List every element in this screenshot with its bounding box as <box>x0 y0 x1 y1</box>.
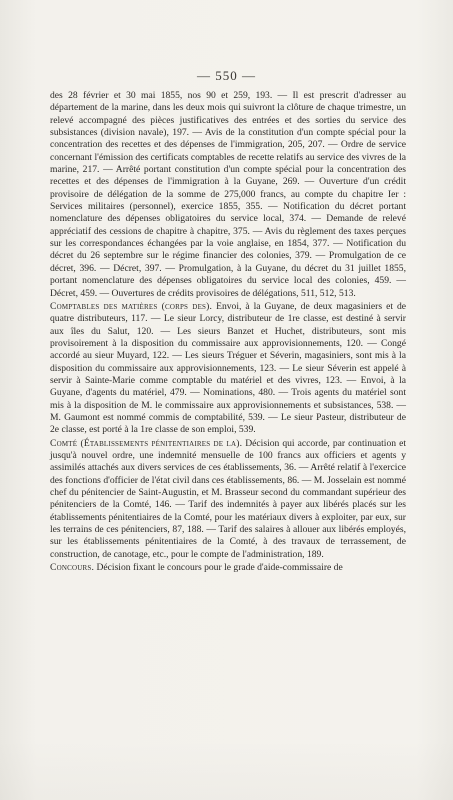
index-entry-comptables <box>50 301 406 437</box>
index-text-body <box>50 90 406 575</box>
entry-text: Décision qui accorde, par continuation et jusqu'à nouvel ordre, une indemnité mensuelle de 100 francs aux officiers et agents y assimilés attachés aux divers services de ces établissements, 36. — Arrêté relatif à l'exercice des fonctions d'officier de l'état civil dans ces établissements, 86. — M. Josselain est nommé chef du pénitencier de Saint-Augustin, et M. Brasseur second du commandant supérieur des pénitenciers de la Comté, 146. — Tarif des indemnités à payer aux libérés placés sur les établissements pénitentiaires de la Comté, pour les matériaux divers à exploiter, par eux, sur les terrains de ces pénitenciers, 87, 188. — Tarif des salaires à allouer aux libérés employés, sur les établissements pénitentiaires de la Comté, à des travaux de terrassement, de construction, de canotage, etc., pour le compte de l'administration, 189. <box>50 437 406 560</box>
index-entry-continuation <box>50 90 406 300</box>
entry-text: des 28 février et 30 mai 1855, nos 90 et 259, 193. — Il est prescrit d'adresser au département de la marine, dans les deux mois qui suivront la clôture de chaque trimestre, un relevé accompagné des pièces justificatives des entrées et des sorties du service des subsistances (division navale), 197. — Avis de la constitution d'un compte spécial pour la concentration des recettes et des dépenses de l'immigration, 205, 207. — Ordre de service concernant l'émission des certificats comptables de recette relatifs au service des vivres de la marine, 217. — Arrêté portant constitution d'un compte spécial pour la concentration des recettes et des dépenses de l'immigration à la Guyane, 269. — Ouverture d'un crédit provisoire de délégation de la somme de 275,000 francs, au compte du chapitre Ier : Services militaires (personnel), exercice 1855, 355. — Notification du décret portant nomenclature des dépenses obligatoires du service local, 374. — Demande de relevé appréciatif des cessions de chapitre à chapitre, 375. — Avis du règlement des taxes perçues sur les correspondances échangées par la voie anglaise, en 1854, 377. — Notification du décret du 26 septembre sur le régime financier des colonies, 379. — Promulgation de ce décret, 396. — Décret, 397. — Promulgation, à la Guyane, du décret du 31 juillet 1855, portant nomenclature des dépenses obligatoires du service local des colonies, 459. — Décret, 459. — Ouvertures de crédits provisoires de délégations, 511, 512, 513. <box>50 90 406 299</box>
page-number: — 550 — <box>197 68 256 83</box>
paper-shading <box>0 740 453 800</box>
index-entry-comte <box>50 438 406 561</box>
entry-heading: Comptables des matières (corps des). <box>50 300 213 312</box>
entry-text: Décision fixant le concours pour le grade d'aide-commissaire de <box>94 562 343 574</box>
entry-heading: Concours. <box>50 562 95 574</box>
index-entry-concours <box>50 562 406 574</box>
entry-text: Envoi, à la Guyane, de deux magasiniers et de quatre distributeurs, 117. — Le sieur Lorcy, distributeur de 1re classe, est destiné à servir aux îles du Salut, 120. — Les sieurs Banzet et Huchet, distributeurs, sont mis provisoirement à la disposition du commissaire aux approvisionnements, 120. — Congé accordé au sieur Muyard, 122. — Les sieurs Tréguer et Séverin, magasiniers, sont mis à la disposition du commissaire aux approvisionnements, 123. — Le sieur Séverin est appelé à servir à Sainte-Marie comme comptable du matériel et des vivres, 123. — Envoi, à la Guyane, d'agents du matériel, 479. — Nominations, 480. — Trois agents du matériel sont mis à la disposition de M. le commissaire aux approvisionnements et subsistances, 538. — M. Gaumont est nommé commis de comptabilité, 539. — Le sieur Pasteur, distributeur de 2e classe, est porté à la 1re classe de son emploi, 539. <box>50 300 407 436</box>
entry-heading: Comté (Établissements pénitentiaires de la). <box>50 437 243 449</box>
